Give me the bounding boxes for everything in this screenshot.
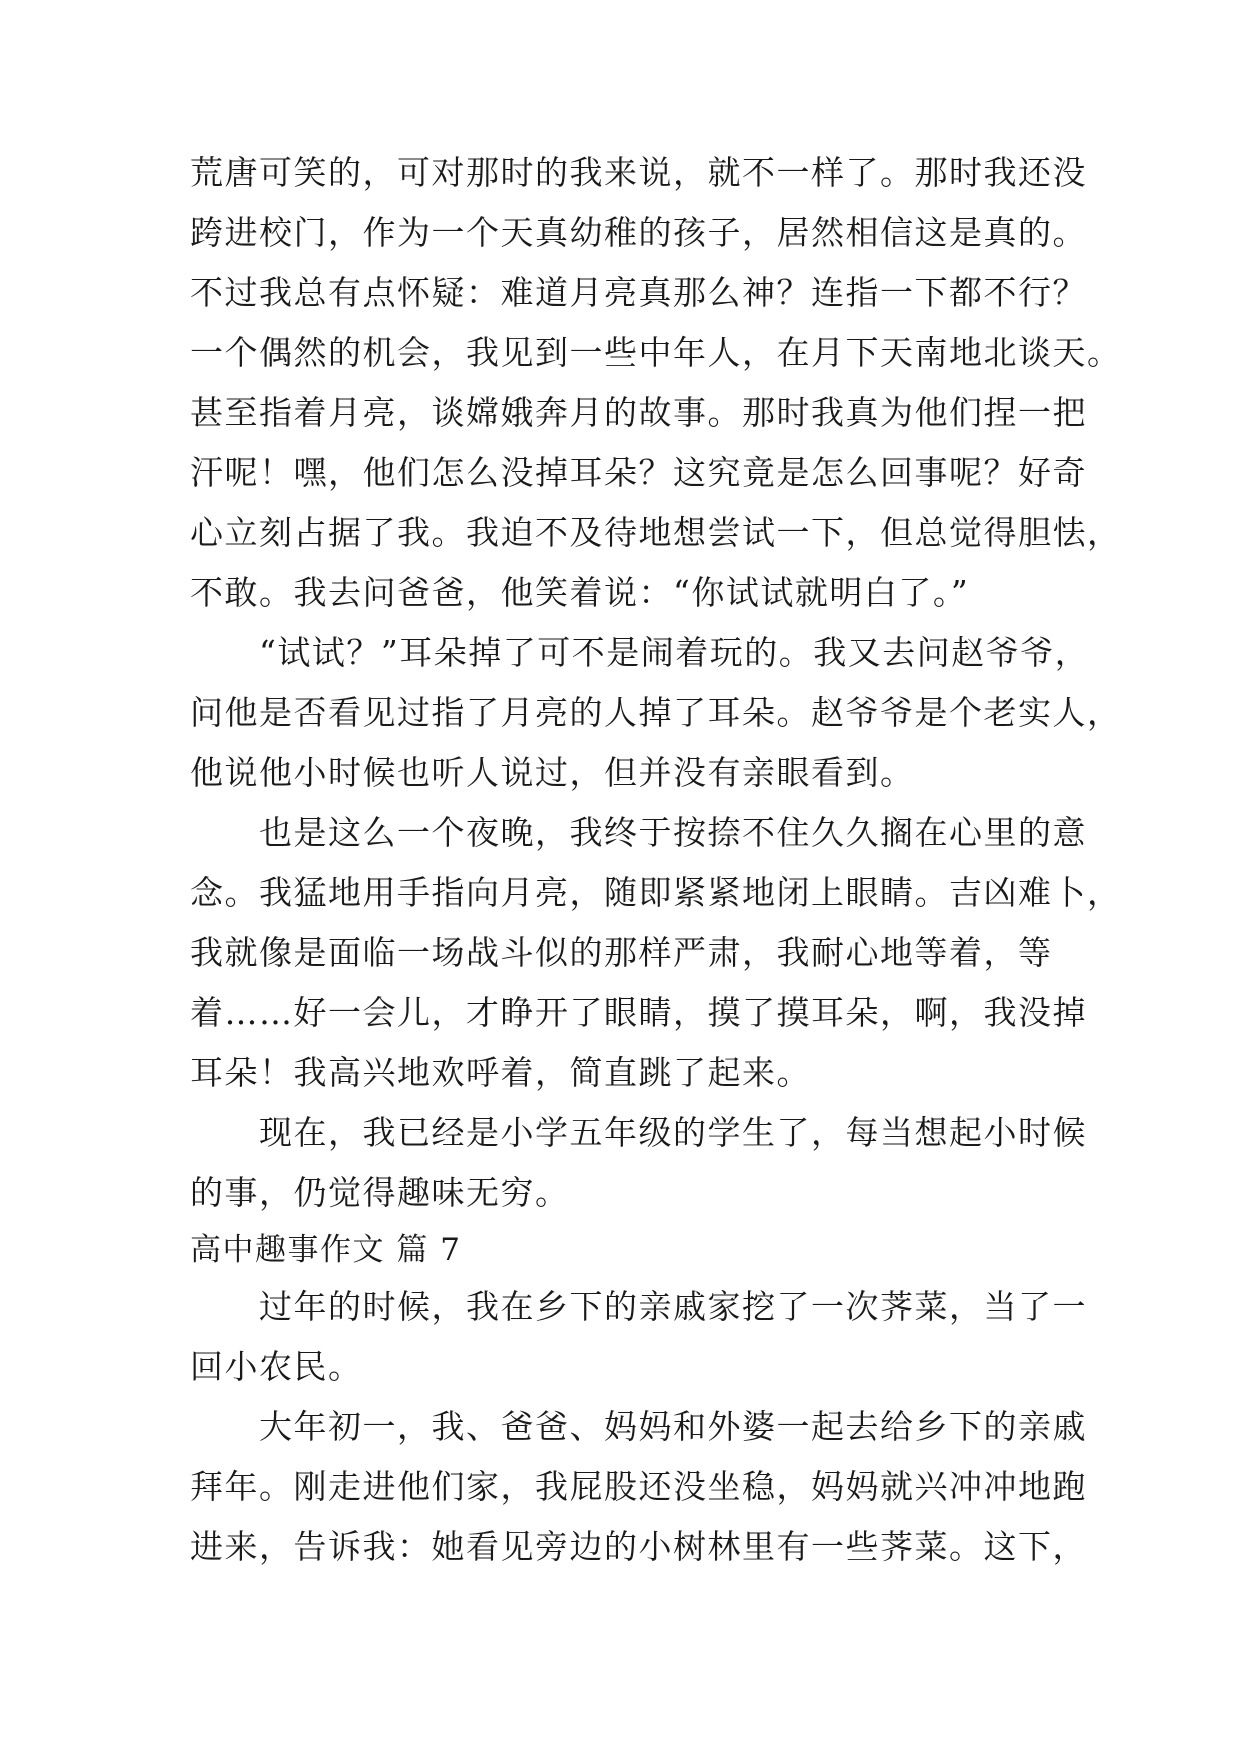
text-line: 跨进校门，作为一个天真幼稚的孩子，居然相信这是真的。: [190, 213, 1087, 252]
text-line: 念。我猛地用手指向月亮，随即紧紧地闭上眼睛。吉凶难卜，: [190, 873, 1122, 912]
text-line: 荒唐可笑的，可对那时的我来说，就不一样了。那时我还没: [190, 153, 1087, 192]
text-line: 回小农民。: [190, 1347, 363, 1386]
text-line: 心立刻占据了我。我迫不及待地想尝试一下，但总觉得胆怯，: [190, 513, 1122, 552]
text-line: 汗呢！嘿，他们怎么没掉耳朵？这究竟是怎么回事呢？好奇: [190, 453, 1087, 492]
text-line: “试试？”耳朵掉了可不是闹着玩的。我又去问赵爷爷，: [190, 633, 1090, 672]
text-line: 大年初一，我、爸爸、妈妈和外婆一起去给乡下的亲戚: [190, 1407, 1087, 1446]
text-line: 他说他小时候也听人说过，但并没有亲眼看到。: [190, 753, 915, 792]
text-line: 耳朵！我高兴地欢呼着，简直跳了起来。: [190, 1053, 811, 1092]
text-line: 过年的时候，我在乡下的亲戚家挖了一次荠菜，当了一: [190, 1287, 1087, 1326]
text-line: 不过我总有点怀疑：难道月亮真那么神？连指一下都不行？: [190, 273, 1087, 312]
text-line: 进来，告诉我：她看见旁边的小树林里有一些荠菜。这下，: [190, 1527, 1087, 1566]
text-line: 的事，仍觉得趣味无穷。: [190, 1173, 570, 1212]
text-line: 一个偶然的机会，我见到一些中年人，在月下天南地北谈天。: [190, 333, 1122, 372]
section-heading: 高中趣事作文 篇 7: [190, 1232, 462, 1268]
text-line: 也是这么一个夜晚，我终于按捺不住久久搁在心里的意: [190, 813, 1087, 852]
text-line: 我就像是面临一场战斗似的那样严肃，我耐心地等着，等: [190, 933, 1053, 972]
text-line: 问他是否看见过指了月亮的人掉了耳朵。赵爷爷是个老实人，: [190, 693, 1122, 732]
text-line: 着……好一会儿，才睁开了眼睛，摸了摸耳朵，啊，我没掉: [190, 993, 1087, 1032]
text-line: 不敢。我去问爸爸，他笑着说：“你试试就明白了。”: [190, 573, 970, 612]
text-line: 甚至指着月亮，谈嫦娥奔月的故事。那时我真为他们捏一把: [190, 393, 1087, 432]
text-line: 现在，我已经是小学五年级的学生了，每当想起小时候: [190, 1113, 1087, 1152]
text-line: 拜年。刚走进他们家，我屁股还没坐稳，妈妈就兴冲冲地跑: [190, 1467, 1087, 1506]
